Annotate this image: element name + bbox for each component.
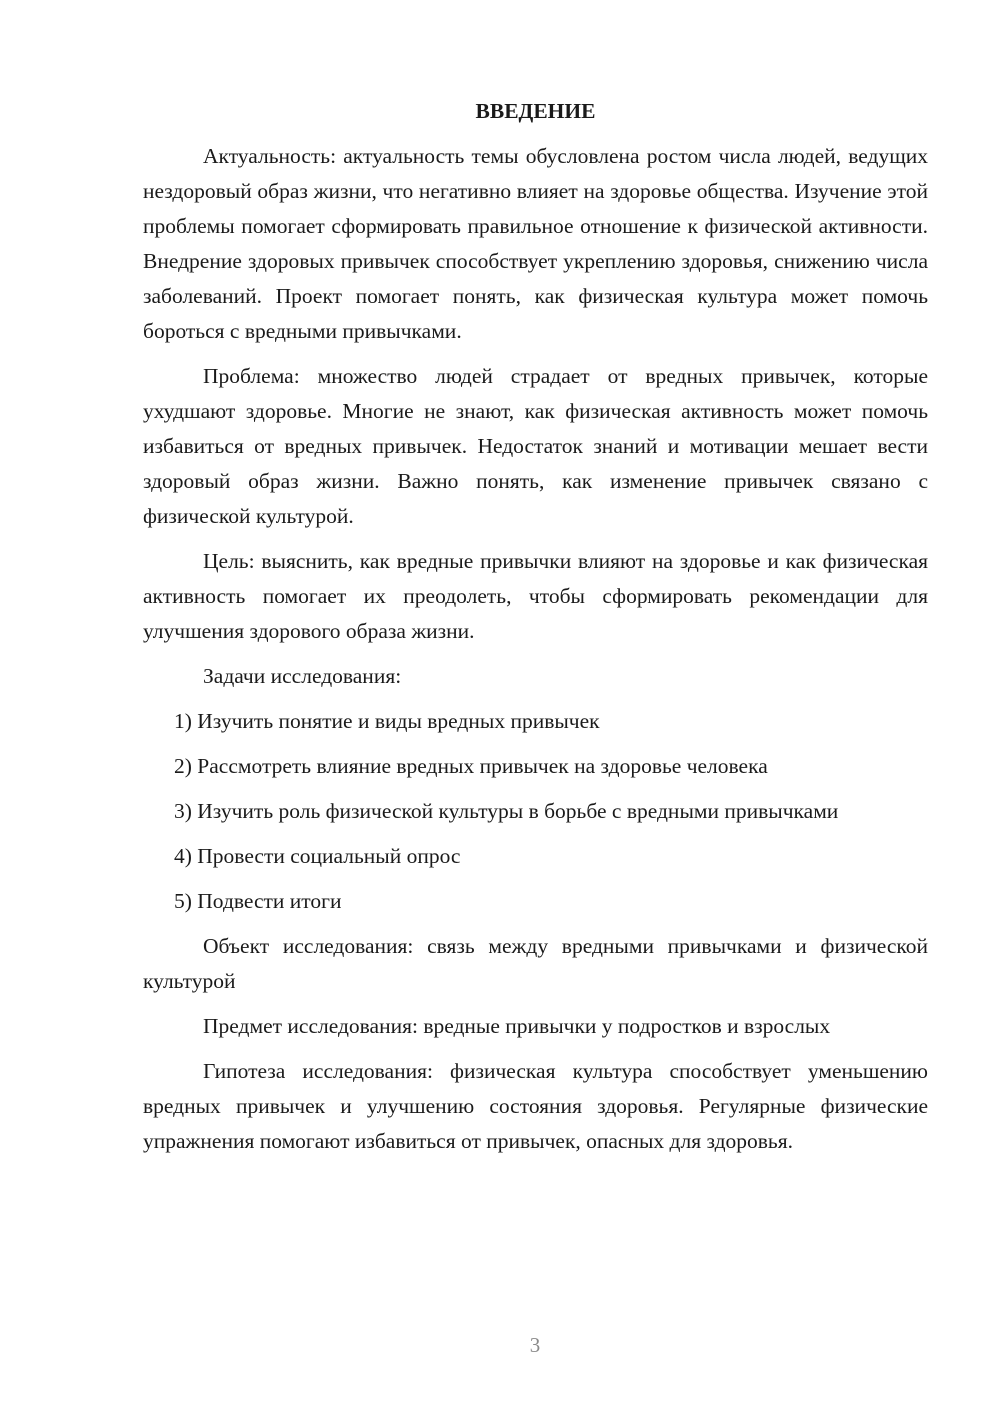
- section-title: ВВЕДЕНИЕ: [475, 99, 596, 123]
- goal-paragraph: Цель: выяснить, как вредные привычки влияют на здоровье и как физическая активность помогает их преодолеть, чтобы сформировать рекомендации для улучшения здорового образа жизни.: [143, 549, 928, 643]
- page-number: 3: [529, 1333, 541, 1357]
- document-page: [143, 93, 928, 1169]
- problem-paragraph: Проблема: множество людей страдает от вредных привычек, которые ухудшают здоровье. Многие не знают, как физическая активность может помочь избавиться от вредных привычек. Недостаток знаний и мотивации мешает вести здоровый образ жизни. Важно понять, как изменение привычек связано с физической культурой.: [143, 364, 928, 528]
- relevance-paragraph: Актуальность: актуальность темы обусловлена ростом числа людей, ведущих нездоровый образ жизни, что негативно влияет на здоровье общества. Изучение этой проблемы помогает сформировать правильное отношение к физической активности. Внедрение здоровых привычек способствует укреплению здоровья, снижению числа заболеваний. Проект помогает понять, как физическая культура может помочь бороться с вредными привычками.: [143, 144, 928, 343]
- task-item: 2) Рассмотреть влияние вредных привычек на здоровье человека: [174, 754, 768, 778]
- hypothesis-paragraph: Гипотеза исследования: физическая культура способствует уменьшению вредных привычек и улучшению состояния здоровья. Регулярные физические упражнения помогают избавиться от привычек, опасных для здоровья.: [143, 1059, 928, 1153]
- task-item: 5) Подвести итоги: [174, 889, 342, 913]
- task-item: 1) Изучить понятие и виды вредных привычек: [174, 709, 600, 733]
- object-paragraph: Объект исследования: связь между вредными привычками и физической культурой: [143, 934, 928, 993]
- task-item: 3) Изучить роль физической культуры в борьбе с вредными привычками: [174, 799, 839, 823]
- tasks-heading: Задачи исследования:: [203, 664, 402, 688]
- task-item: 4) Провести социальный опрос: [174, 844, 461, 868]
- subject-paragraph: Предмет исследования: вредные привычки у подростков и взрослых: [203, 1014, 831, 1038]
